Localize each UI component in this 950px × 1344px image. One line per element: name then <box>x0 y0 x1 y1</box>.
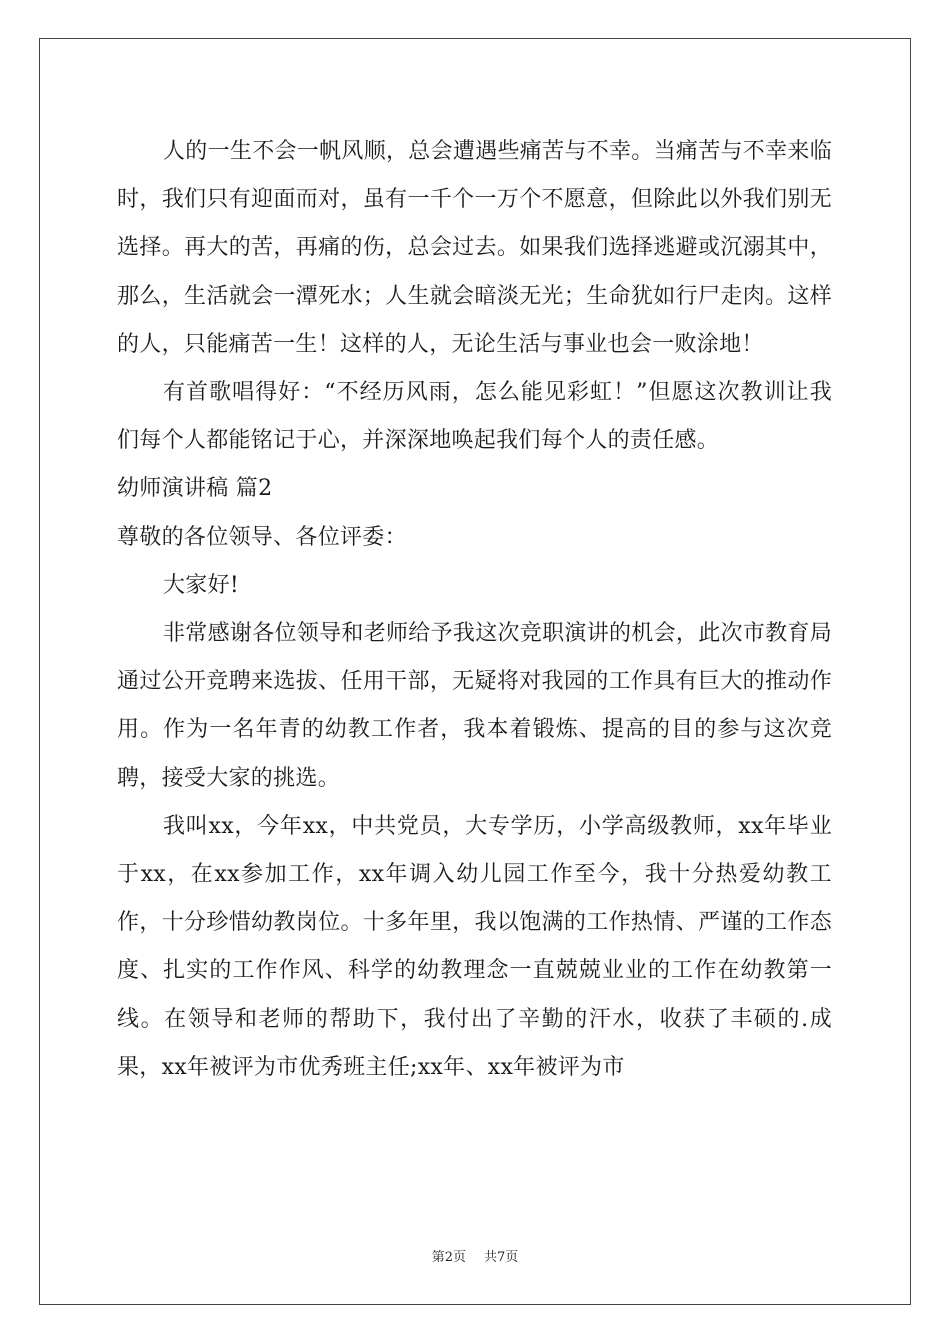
paragraph-suffering: 人的一生不会一帆风顺，总会遭遇些痛苦与不幸。当痛苦与不幸来临时，我们只有迎面而对，虽有一千个一万个不愿意，但除此以外我们别无选择。再大的苦，再痛的伤，总会过去。如果我们选择逃避或沉溺其中，那么，生活就会一潭死水；人生就会暗淡无光；生命犹如行尸走肉。这样的人，只能痛苦一生！这样的人，无论生活与事业也会一败涂地！ <box>117 139 833 357</box>
page-number: 第2页 <box>431 1250 466 1265</box>
greeting: 大家好! <box>163 572 240 598</box>
salutation: 尊敬的各位领导、各位评委： <box>117 524 407 550</box>
paragraph-self-introduction: 我叫xx，今年xx，中共党员，大专学历，小学高级教师，xx年毕业于xx，在xx参加工作，xx年调入幼儿园工作至今，我十分热爱幼教工作，十分珍惜幼教岗位。十多年里，我以饱满的工作热情、严谨的工作态度、扎实的工作作风、科学的幼教理念一直兢兢业业的工作在幼教第一线。在领导和老师的帮助下，我付出了辛勤的汗水，收获了丰硕的.成果，xx年被评为市优秀班主任;xx年、xx年被评为市 <box>117 813 832 1080</box>
paragraph-thanks: 非常感谢各位领导和老师给予我这次竞职演讲的机会，此次市教育局通过公开竞聘来选拔、任用干部，无疑将对我园的工作具有巨大的推动作用。作为一名年青的幼教工作者，我本着锻炼、提高的目的参与这次竞聘，接受大家的挑选。 <box>117 621 833 791</box>
page-footer <box>0 1246 950 1265</box>
paragraph-song-quote: 有首歌唱得好：“不经历风雨，怎么能见彩虹！”但愿这次教训让我们每个人都能铭记于心，并深深地唤起我们每个人的责任感。 <box>117 380 832 454</box>
document-body <box>117 128 832 1092</box>
section-heading: 幼师演讲稿 篇2 <box>117 476 273 502</box>
page-total: 共7页 <box>484 1250 519 1265</box>
